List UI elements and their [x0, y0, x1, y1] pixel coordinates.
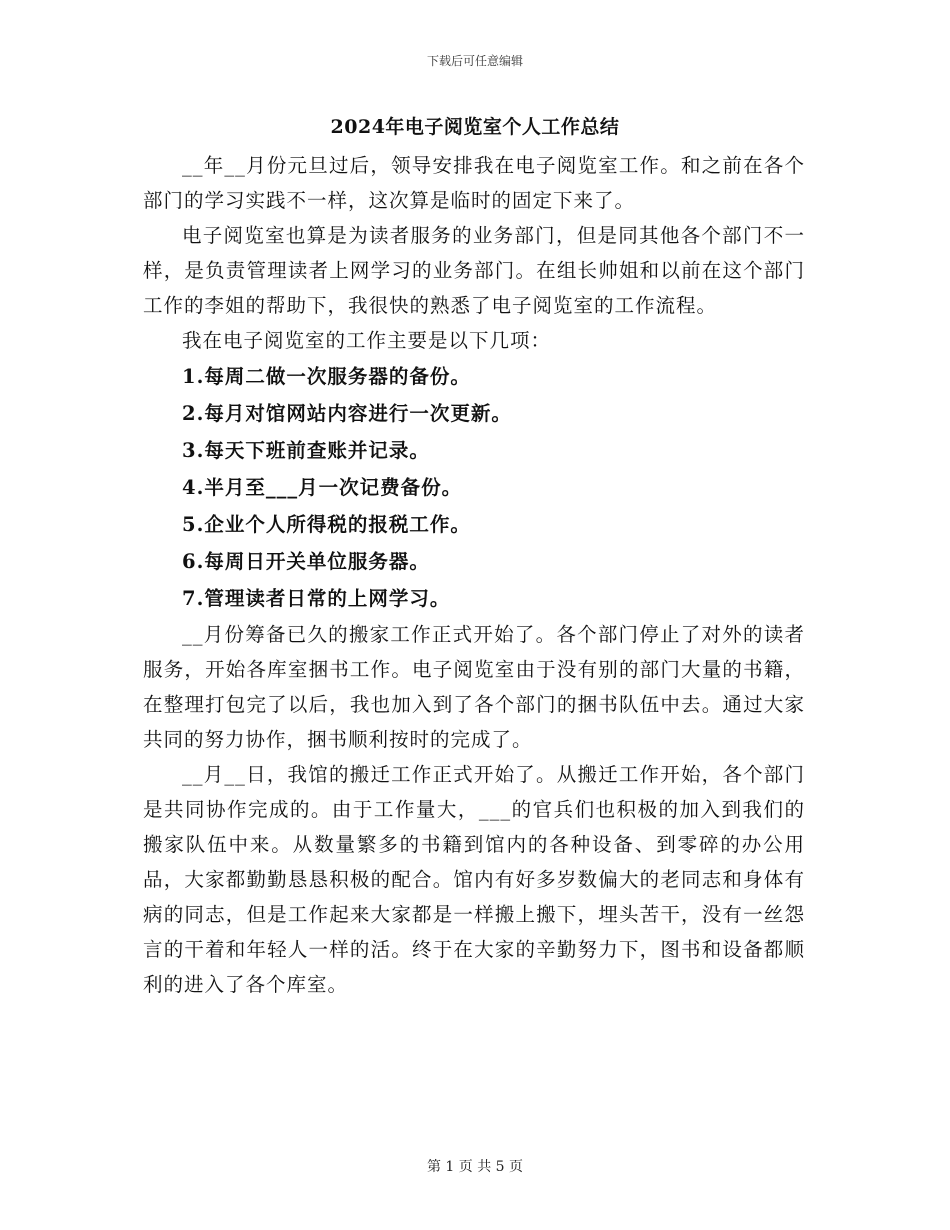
paragraph: 我在电子阅览室的工作主要是以下几项：	[182, 329, 552, 352]
list-item: 1.每周二做一次服务器的备份。	[182, 365, 471, 388]
document-title: 2024年电子阅览室个人工作总结	[330, 116, 620, 138]
list-item: 3.每天下班前查账并记录。	[182, 439, 430, 462]
document-body	[143, 148, 805, 1002]
list-item: 2.每月对馆网站内容进行一次更新。	[182, 402, 512, 425]
header-note: 下载后可任意编辑	[426, 54, 523, 68]
paragraph: __月份筹备已久的搬家工作正式开始了。各个部门停止了对外的读者服务，开始各库室捆书工作。电子阅览室由于没有别的部门大量的书籍，在整理打包完了以后，我也加入到了各个部门的捆书队伍中去。通过大家共同的努力协作，捆书顺利按时的完成了。	[143, 623, 805, 751]
paragraph: 电子阅览室也算是为读者服务的业务部门，但是同其他各个部门不一样，是负责管理读者上网学习的业务部门。在组长帅姐和以前在这个部门工作的李姐的帮助下，我很快的熟悉了电子阅览室的工作流程。	[143, 224, 805, 317]
paragraph: __年__月份元旦过后，领导安排我在电子阅览室工作。和之前在各个部门的学习实践不一样，这次算是临时的固定下来了。	[143, 154, 805, 212]
list-item: 7.管理读者日常的上网学习。	[182, 587, 451, 610]
list-item: 4.半月至___月一次记费备份。	[182, 476, 463, 499]
page-number: 第 1 页 共 5 页	[426, 1159, 524, 1175]
list-item: 5.企业个人所得税的报税工作。	[182, 513, 471, 536]
list-item: 6.每周日开关单位服务器。	[182, 550, 430, 573]
paragraph: __月__日，我馆的搬迁工作正式开始了。从搬迁工作开始，各个部门是共同协作完成的。由于工作量大，___的官兵们也积极的加入到我们的搬家队伍中来。从数量繁多的书籍到馆内的各种设备、到零碎的办公用品，大家都勤勤恳恳积极的配合。馆内有好多岁数偏大的老同志和身体有病的同志，但是工作起来大家都是一样搬上搬下，埋头苦干，没有一丝怨言的干着和年轻人一样的活。终于在大家的辛勤努力下，图书和设备都顺利的进入了各个库室。	[143, 763, 805, 996]
